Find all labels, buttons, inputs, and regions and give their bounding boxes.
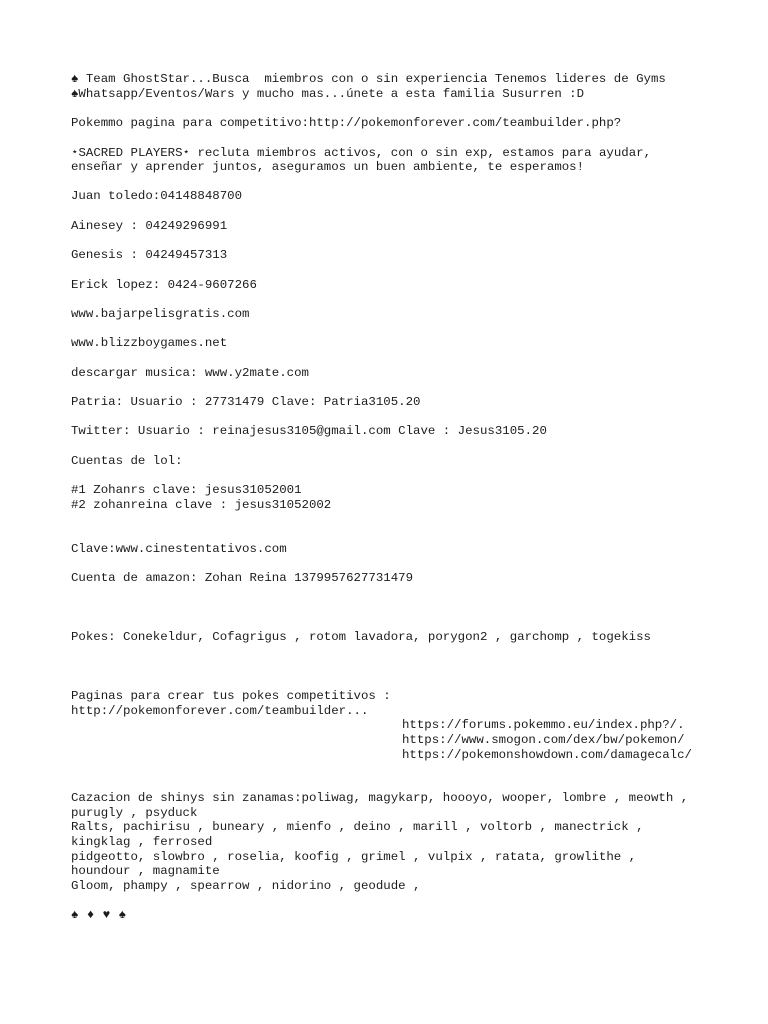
shinys-line-3: Ralts, pachirisu , buneary , mienfo , deino , marill , voltorb , manectrick , bbox=[71, 820, 644, 834]
twitter-credentials-line: Twitter: Usuario : reinajesus3105@gmail.com Clave : Jesus3105.20 bbox=[71, 424, 547, 438]
shinys-line-1: Cazacion de shinys sin zanamas:poliwag, magykarp, hoooyo, wooper, lombre , meowth , bbox=[71, 791, 689, 805]
descargar-musica-line: descargar musica: www.y2mate.com bbox=[71, 366, 309, 380]
shinys-line-5: pidgeotto, slowbro , roselia, koofig , grimel , vulpix , ratata, growlithe , bbox=[71, 850, 637, 864]
link-forums-pokemmo: https://forums.pokemmo.eu/index.php?/. bbox=[402, 718, 685, 732]
patria-credentials-line: Patria: Usuario : 27731479 Clave: Patria3105.20 bbox=[71, 395, 421, 409]
site-bajarpelisgratis: www.bajarpelisgratis.com bbox=[71, 307, 250, 321]
site-blizzboygames: www.blizzboygames.net bbox=[71, 336, 228, 350]
cuenta-amazon-line: Cuenta de amazon: Zohan Reina 1379957627731479 bbox=[71, 571, 414, 585]
contact-juan-toledo: Juan toledo:04148848700 bbox=[71, 189, 243, 203]
paginas-pokes-heading: Paginas para crear tus pokes competitivos : bbox=[71, 689, 391, 703]
contact-ainesey: Ainesey : 04249296991 bbox=[71, 219, 228, 233]
link-pokemonshowdown: https://pokemonshowdown.com/damagecalc/ bbox=[402, 748, 692, 762]
shinys-line-7: Gloom, phampy , spearrow , nidorino , geodude , bbox=[71, 879, 421, 893]
cuentas-lol-heading: Cuentas de lol: bbox=[71, 454, 183, 468]
pokemmo-competitive-line: Pokemmo pagina para competitivo:http://pokemonforever.com/teambuilder.php? bbox=[71, 116, 622, 130]
link-pokemonforever: http://pokemonforever.com/teambuilder... bbox=[71, 704, 369, 718]
lol-account-2: #2 zohanreina clave : jesus31052002 bbox=[71, 498, 332, 512]
sacred-players-line-1: ⋆SACRED PLAYERS⋆ recluta miembros activos, con o sin exp, estamos para ayudar, bbox=[71, 146, 652, 160]
pokes-list-line: Pokes: Conekeldur, Cofagrigus , rotom lavadora, porygon2 , garchomp , togekiss bbox=[71, 630, 651, 644]
contact-erick-lopez: Erick lopez: 0424-9607266 bbox=[71, 278, 257, 292]
shinys-line-4: kingklag , ferrosed bbox=[71, 835, 213, 849]
contact-genesis: Genesis : 04249457313 bbox=[71, 248, 228, 262]
sacred-players-line-2: enseñar y aprender juntos, aseguramos un buen ambiente, te esperamos! bbox=[71, 160, 585, 174]
link-smogon: https://www.smogon.com/dex/bw/pokemon/ bbox=[402, 733, 685, 747]
shinys-line-6: houndour , magnamite bbox=[71, 864, 220, 878]
card-suits-line: ♠ ♦ ♥ ♠ bbox=[71, 908, 127, 922]
team-ghoststar-line-2: ♠Whatsapp/Eventos/Wars y mucho mas...únete a esta familia Susurren :D bbox=[71, 87, 585, 101]
clave-cinestentativos-line: Clave:www.cinestentativos.com bbox=[71, 542, 287, 556]
lol-account-1: #1 Zohanrs clave: jesus31052001 bbox=[71, 483, 302, 497]
team-ghoststar-line-1: ♠ Team GhostStar...Busca miembros con o sin experiencia Tenemos lideres de Gyms bbox=[71, 72, 666, 86]
shinys-line-2: purugly , psyduck bbox=[71, 806, 198, 820]
